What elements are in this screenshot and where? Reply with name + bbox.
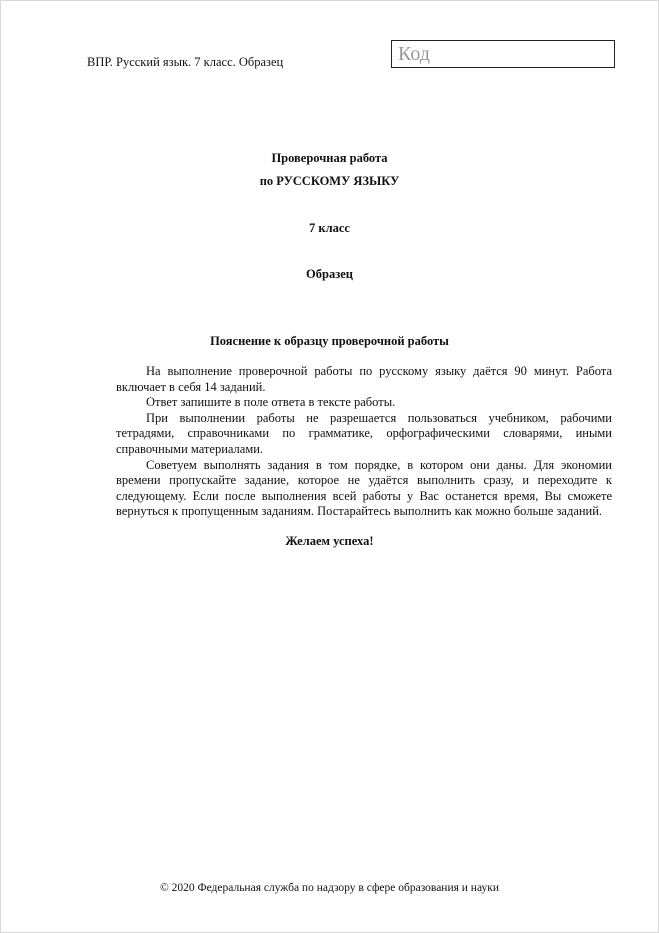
document-title: Проверочная работа [271, 151, 388, 165]
explanation-paragraph: При выполнении работы не разрешается пользоваться учебником, рабочими тетрадями, справочниками по грамматике, орфографическими словарями, иными справочными материалами. [116, 410, 612, 456]
grade-label: 7 класс [309, 221, 350, 235]
explanation-paragraph: Ответ запишите в поле ответа в тексте работы. [146, 395, 396, 410]
code-field-label: Код [398, 43, 430, 65]
explanation-paragraph: Советуем выполнять задания в том порядке, в котором они даны. Для экономии времени пропускайте задание, которое не удаётся выполнить сразу, и переходите к следующему. Если после выполнения всей работы у Вас останется время, Вы сможете вернуться к пропущенным заданиям. Постарайтесь выполнить как можно больше заданий. [116, 457, 612, 519]
closing-wish: Желаем успеха! [285, 534, 374, 548]
document-subject: по РУССКОМУ ЯЗЫКУ [259, 174, 400, 188]
copyright-footer: © 2020 Федеральная служба по надзору в сфере образования и науки [160, 882, 499, 894]
variant-label: Образец [306, 267, 353, 281]
code-field[interactable] [391, 40, 615, 68]
explanation-heading: Пояснение к образцу проверочной работы [210, 334, 449, 348]
running-header: ВПР. Русский язык. 7 класс. Образец [87, 55, 284, 69]
explanation-body [116, 364, 612, 520]
explanation-paragraph: На выполнение проверочной работы по русскому языку даётся 90 минут. Работа включает в себя 14 заданий. [116, 364, 612, 394]
